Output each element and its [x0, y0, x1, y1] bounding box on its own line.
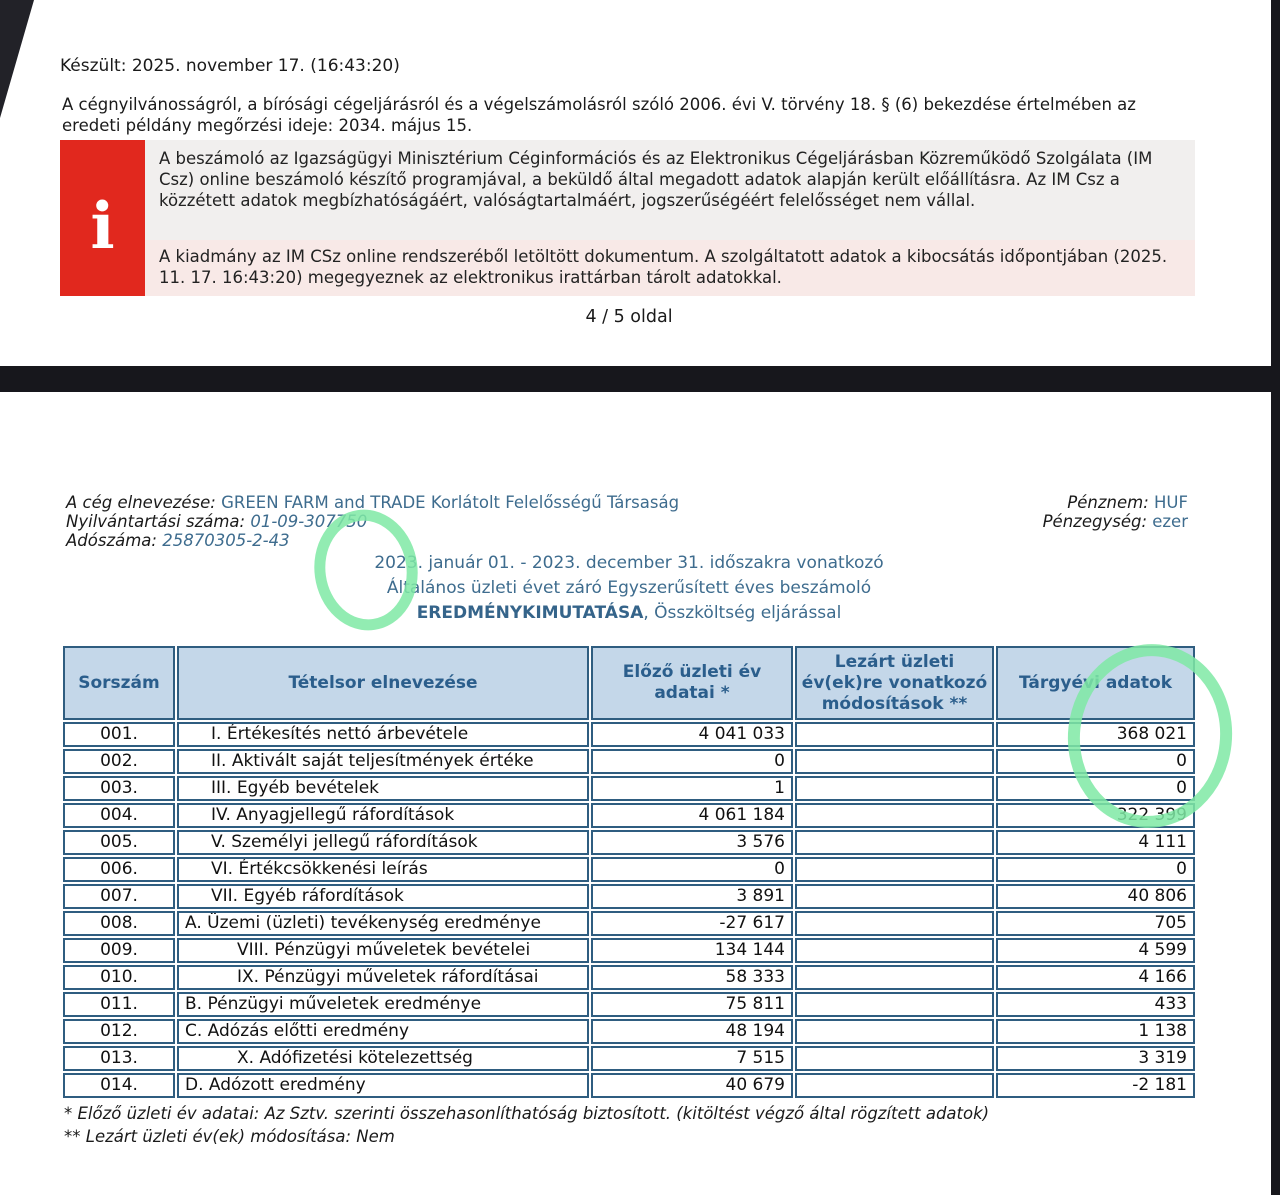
col-header-tetelsor: Tételsor elnevezése: [177, 646, 589, 720]
current-year-value-cell: 40 806: [996, 884, 1195, 909]
row-title-cell: I. Értékesítés nettó árbevétele: [177, 722, 589, 747]
currency-value: HUF: [1154, 493, 1188, 512]
currency-info-block: [1043, 493, 1188, 531]
disclaimer-box: [60, 140, 1195, 296]
current-year-value-cell: 0: [996, 749, 1195, 774]
current-year-value-cell: 1 138: [996, 1019, 1195, 1044]
row-title-cell: VII. Egyéb ráfordítások: [177, 884, 589, 909]
footnote-closed-year: ** Lezárt üzleti év(ek) módosítása: Nem: [64, 1127, 395, 1146]
current-year-value-cell: 0: [996, 857, 1195, 882]
company-name-line: [66, 493, 679, 512]
current-year-value-cell: 4 111: [996, 830, 1195, 855]
currency-label: Pénznem:: [1067, 493, 1149, 512]
table-row: [63, 776, 1195, 801]
prev-year-value-cell: 134 144: [591, 938, 793, 963]
row-number-cell: 014.: [63, 1073, 175, 1098]
income-statement-table: [61, 644, 1197, 1100]
row-number-cell: 011.: [63, 992, 175, 1017]
table-row: [63, 884, 1195, 909]
col-header-elozo-ev: Előző üzleti év adatai *: [591, 646, 793, 720]
row-number-cell: 013.: [63, 1046, 175, 1071]
prev-year-value-cell: 4 061 184: [591, 803, 793, 828]
prev-year-value-cell: 3 891: [591, 884, 793, 909]
registration-number-value: 01-09-307750: [250, 512, 368, 531]
prev-year-value-cell: 7 515: [591, 1046, 793, 1071]
created-timestamp: Készült: 2025. november 17. (16:43:20): [60, 56, 400, 76]
period-line: 2023. január 01. - 2023. december 31. időszakra vonatkozó: [374, 553, 884, 573]
table-row: [63, 1046, 1195, 1071]
col-header-modositasok: Lezárt üzleti év(ek)re vonatkozó módosítások **: [795, 646, 994, 720]
report-title-rest: , Összköltség eljárással: [643, 603, 842, 623]
legal-retention-paragraph: A cégnyilvánosságról, a bírósági cégeljárásról és a végelszámolásról szóló 2006. évi V. törvény 18. § (6) bekezdése értelmében az eredeti példány megőrzési ideje: 2034. május 15.: [62, 95, 1136, 135]
page-divider-bar: [0, 366, 1280, 392]
table-row: [63, 911, 1195, 936]
report-title-block: [63, 551, 1195, 626]
footnotes-block: [64, 1102, 1184, 1148]
row-title-cell: C. Adózás előtti eredmény: [177, 1019, 589, 1044]
photo-edge-strip: [1271, 0, 1280, 1195]
row-title-cell: A. Üzemi (üzleti) tevékenység eredménye: [177, 911, 589, 936]
row-number-cell: 003.: [63, 776, 175, 801]
prev-year-value-cell: -27 617: [591, 911, 793, 936]
unit-value: ezer: [1152, 512, 1188, 531]
table-row: [63, 830, 1195, 855]
current-year-value-cell: 368 021: [996, 722, 1195, 747]
report-title-bold: EREDMÉNYKIMUTATÁSA: [416, 603, 644, 623]
table-row: [63, 1019, 1195, 1044]
company-name-value: GREEN FARM and TRADE Korlátolt Felelősségű Társaság: [221, 493, 680, 512]
current-year-value-cell: 4 166: [996, 965, 1195, 990]
current-year-value-cell: 322 399: [996, 803, 1195, 828]
row-title-cell: V. Személyi jellegű ráfordítások: [177, 830, 589, 855]
row-number-cell: 001.: [63, 722, 175, 747]
table-row: [63, 992, 1195, 1017]
table-row: [63, 965, 1195, 990]
prev-year-value-cell: 0: [591, 857, 793, 882]
disclaimer-paragraph-2: A kiadmány az IM CSz online rendszeréből letöltött dokumentum. A szolgáltatott adatok a kibocsátás időpontjában (2025. 11. 17. 16:43:20) megegyeznek az elektronikus irattárban tárolt adatokkal.: [145, 240, 1195, 296]
unit-label: Pénzegység:: [1042, 512, 1147, 531]
registration-number-label: Nyilvántartási száma:: [66, 512, 246, 531]
row-title-cell: II. Aktivált saját teljesítmények értéke: [177, 749, 589, 774]
report-title-line: [63, 601, 1195, 626]
modification-value-cell: [795, 992, 994, 1017]
disclaimer-paragraph-1: A beszámoló az Igazságügyi Minisztérium Céginformációs és az Elektronikus Cégeljárásban Közreműködő Szolgálata (IM Csz) online beszámoló készítő programjával, a beküldő által megadott adatok alapján került előállításra. Az IM Csz a közzétett adatok megbízhatóságáért, valóságtartalmáért, jogszerűségéért felelősséget nem vállal.: [145, 140, 1195, 240]
modification-value-cell: [795, 884, 994, 909]
modification-value-cell: [795, 965, 994, 990]
prev-year-value-cell: 1: [591, 776, 793, 801]
modification-value-cell: [795, 830, 994, 855]
table-row: [63, 803, 1195, 828]
current-year-value-cell: 4 599: [996, 938, 1195, 963]
row-number-cell: 012.: [63, 1019, 175, 1044]
table-row: [63, 857, 1195, 882]
table-row: [63, 749, 1195, 774]
modification-value-cell: [795, 803, 994, 828]
unit-line: [1043, 512, 1188, 531]
registration-number-line: [66, 512, 679, 531]
modification-value-cell: [795, 776, 994, 801]
row-title-cell: VI. Értékcsökkenési leírás: [177, 857, 589, 882]
row-title-cell: VIII. Pénzügyi műveletek bevételei: [177, 938, 589, 963]
row-title-cell: X. Adófizetési kötelezettség: [177, 1046, 589, 1071]
report-type-line: Általános üzleti évet záró Egyszerűsített éves beszámoló: [386, 578, 872, 598]
prev-year-value-cell: 4 041 033: [591, 722, 793, 747]
modification-value-cell: [795, 911, 994, 936]
row-number-cell: 004.: [63, 803, 175, 828]
row-title-cell: IX. Pénzügyi műveletek ráfordításai: [177, 965, 589, 990]
current-year-value-cell: 705: [996, 911, 1195, 936]
prev-year-value-cell: 58 333: [591, 965, 793, 990]
row-title-cell: D. Adózott eredmény: [177, 1073, 589, 1098]
current-year-value-cell: 3 319: [996, 1046, 1195, 1071]
table-row: [63, 722, 1195, 747]
row-number-cell: 009.: [63, 938, 175, 963]
row-number-cell: 007.: [63, 884, 175, 909]
row-title-cell: IV. Anyagjellegű ráfordítások: [177, 803, 589, 828]
table-row: [63, 938, 1195, 963]
row-number-cell: 008.: [63, 911, 175, 936]
info-icon-glyph: i: [90, 189, 115, 264]
table-row: [63, 1073, 1195, 1098]
row-number-cell: 002.: [63, 749, 175, 774]
disclaimer-texts: [145, 140, 1195, 296]
current-year-value-cell: 433: [996, 992, 1195, 1017]
modification-value-cell: [795, 857, 994, 882]
prev-year-value-cell: 3 576: [591, 830, 793, 855]
prev-year-value-cell: 48 194: [591, 1019, 793, 1044]
col-header-sorszam: Sorszám: [63, 646, 175, 720]
company-name-label: A cég elnevezése:: [66, 493, 216, 512]
info-icon: [60, 140, 145, 296]
row-number-cell: 010.: [63, 965, 175, 990]
row-title-cell: III. Egyéb bevételek: [177, 776, 589, 801]
row-title-cell: B. Pénzügyi műveletek eredménye: [177, 992, 589, 1017]
tax-number-line: [66, 531, 679, 550]
tax-number-value: 25870305-2-43: [162, 531, 290, 550]
modification-value-cell: [795, 938, 994, 963]
current-year-value-cell: -2 181: [996, 1073, 1195, 1098]
current-year-value-cell: 0: [996, 776, 1195, 801]
prev-year-value-cell: 40 679: [591, 1073, 793, 1098]
modification-value-cell: [795, 1046, 994, 1071]
photo-corner-artifact: [0, 0, 34, 118]
page-indicator: 4 / 5 oldal: [585, 307, 673, 327]
modification-value-cell: [795, 722, 994, 747]
prev-year-value-cell: 0: [591, 749, 793, 774]
modification-value-cell: [795, 1073, 994, 1098]
prev-year-value-cell: 75 811: [591, 992, 793, 1017]
currency-line: [1043, 493, 1188, 512]
table-header-row: [63, 646, 1195, 720]
col-header-targyevi: Tárgyévi adatok: [996, 646, 1195, 720]
company-info-block: [66, 493, 679, 550]
row-number-cell: 005.: [63, 830, 175, 855]
modification-value-cell: [795, 749, 994, 774]
footnote-prev-year: * Előző üzleti év adatai: Az Sztv. szerinti összehasonlíthatóság biztosított. (kitöltést végző által rögzített adatok): [64, 1104, 990, 1123]
table-body: [63, 722, 1195, 1098]
row-number-cell: 006.: [63, 857, 175, 882]
tax-number-label: Adószáma:: [66, 531, 157, 550]
modification-value-cell: [795, 1019, 994, 1044]
